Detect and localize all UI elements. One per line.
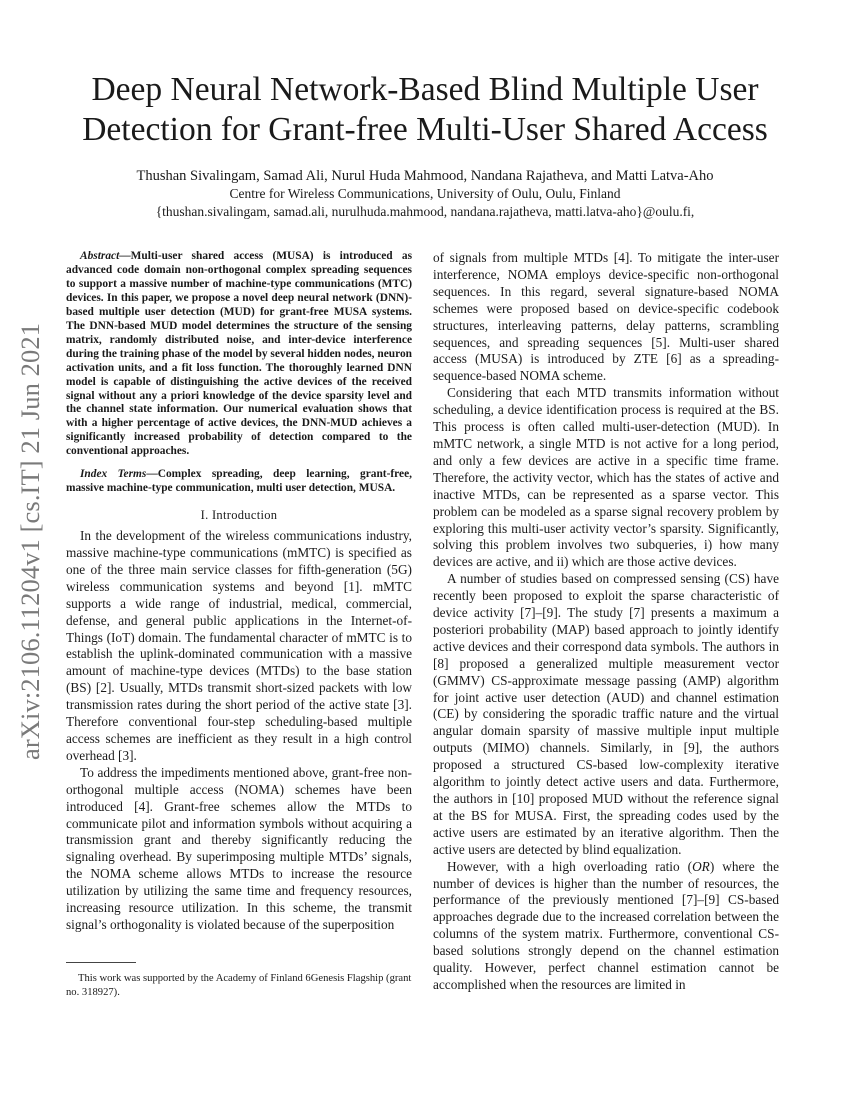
paragraph-text: ) where the number of devices is higher than the number of resources, the performance of the previously mentioned [7]–[9] CS-based approaches degrade due to the increased correlation between the columns of the system matrix. Furthermore, conventional CS-based solutions strongly depend on the channel estimation quality. However, perfect channel estimation cannot be accomplished when the resources are limited in — [433, 858, 779, 992]
footnote-rule — [66, 962, 136, 963]
affiliation: Centre for Wireless Communications, University of Oulu, Oulu, Finland — [229, 186, 621, 201]
abstract-label: Abstract — [80, 250, 120, 262]
math-symbol: OR — [692, 858, 710, 874]
abstract — [66, 250, 412, 459]
section-heading-introduction: I. Introduction — [200, 508, 278, 523]
arxiv-identifier: arXiv:2106.11204v1 [cs.IT] 21 Jun 2021 — [15, 322, 45, 760]
paragraph-text: However, with a high overloading ratio ( — [447, 858, 693, 874]
arxiv-stamp — [8, 286, 52, 760]
index-terms-label: Index Terms — [80, 468, 147, 481]
body-paragraph: To address the impediments mentioned above, grant-free non-orthogonal multiple access (NOMA) schemes have been introduced [4]. Grant-free schemes allow the MTDs to communicate pilot and information symbols without acquiring a transmission grant and thereby significantly reducing the signaling overhead. By superimposing multiple MTDs’ signals, the NOMA scheme allows MTDs to increase the resource utilization by utilizing the same time and frequency resources, increasing resource utilization. In this scheme, the transmit signal’s orthogonality is violated because of the superposition — [66, 764, 412, 932]
abstract-text: —Multi-user shared access (MUSA) is introduced as advanced code domain non-orthogonal complex spreading sequences to support a massive number of machine-type communications (MTC) devices. In this paper, we propose a novel deep neural network (DNN)-based multiple user detection (MUD) for grant-free MUSA systems. The DNN-based MUD model determines the structure of the sensing matrix, randomly distributed noise, and inter-device interference during the training phase of the model by several hidden nodes, neuron activation units, and a fit loss function. The thoroughly learned DNN model is capable of distinguishing the active devices of the received signal without any a priori knowledge of the device sparsity level and the channel state information. Our numerical evaluation shows that with a higher percentage of active devices, the DNN-MUD achieves a significantly increased probability of detection compared to the conventional approaches. — [66, 250, 412, 458]
body-paragraph: A number of studies based on compressed sensing (CS) have recently been proposed to exploit the sparse characteristic of device activity [7]–[9]. The study [7] presents a maximum a posteriori probability (MAP) based approach to jointly identify active devices and their correspond data symbols. The authors in [8] proposed a generalized multiple measurement vector (GMMV) CS-approximate message passing (AMP) algorithm for joint active user detection (AUD) and channel estimation (CE) by considering the sporadic traffic nature and the virtual angular domain sparsity of massive multiple input multiple outputs (MIMO) channels. Similarly, in [9], the authors proposed a structured CS-based low-complexity iterative algorithm to jointly detect active users and data. Furthermore, the authors in [10] proposed MUD without the reference signal at the BS for MUSA. First, the spreading codes used by the active users are estimated by an iterative algorithm. Then the active users are detected by blind equalization. — [433, 571, 779, 857]
author-emails: {thushan.sivalingam, samad.ali, nurulhuda.mahmood, nandana.rajatheva, matti.latva-aho}@oulu.fi, — [155, 204, 695, 219]
title-line-2: Detection for Grant-free Multi-User Shared Access — [82, 111, 768, 148]
body-paragraph: Considering that each MTD transmits information without scheduling, a device identification process is required at the BS. This process is often called multi-user-detection (MUD). In mMTC network, a single MTD is not active for a long period, and only a few devices are active in a specific time frame. Therefore, the activity vector, which has the states of active and inactive MTDs, can be represented as a sparse vector. This problem can be modeled as a sparse signal recovery problem by exploring this multi-user activity vector’s sparsity. Significantly, solving this problem involves two subqueries, i) how many devices are active, and ii) which are those active devices. — [433, 385, 779, 570]
body-paragraph — [433, 859, 779, 994]
footnote: This work was supported by the Academy of Finland 6Genesis Flagship (grant no. 318927). — [66, 973, 412, 998]
index-terms — [66, 468, 412, 496]
body-paragraph: of signals from multiple MTDs [4]. To mitigate the inter-user interference, NOMA employs device-specific non-orthogonal sequences. In this regard, several signature-based NOMA schemes were proposed based on device-specific codebook structures, interleaving patterns, delay patterns, scrambling sequences, and spreading sequences [5]. Multi-user shared access (MUSA) is introduced by ZTE [6] as a spreading-sequence-based NOMA scheme. — [433, 250, 779, 384]
paper-title — [40, 70, 810, 150]
index-terms-text: —Complex spreading, deep learning, grant-free, massive machine-type communication, multi user detection, MUSA. — [66, 468, 412, 495]
title-line-1: Deep Neural Network-Based Blind Multiple User — [91, 71, 759, 108]
left-column — [66, 250, 412, 934]
right-column — [433, 250, 779, 994]
body-paragraph: In the development of the wireless communications industry, massive machine-type communications (mMTC) is specified as one of the three main service classes for fifth-generation (5G) wireless communication systems and beyond [1]. mMTC supports a wide range of industrial, medical, commercial, defense, and general public applications in the Internet-of-Things (IoT) domain. The fundamental character of mMTC is to establish the uplink-dominated communication with a massive amount of machine-type devices (MTDs) to the base station (BS) [2]. Usually, MTDs transmit short-sized packets with low transmission rates during the short period of the active state [3]. Therefore conventional four-step scheduling-based multiple access schemes are inefficient as they result in a high control overhead [3]. — [66, 528, 412, 763]
author-list: Thushan Sivalingam, Samad Ali, Nurul Huda Mahmood, Nandana Rajatheva, and Matti Latva-Aho — [136, 168, 714, 184]
